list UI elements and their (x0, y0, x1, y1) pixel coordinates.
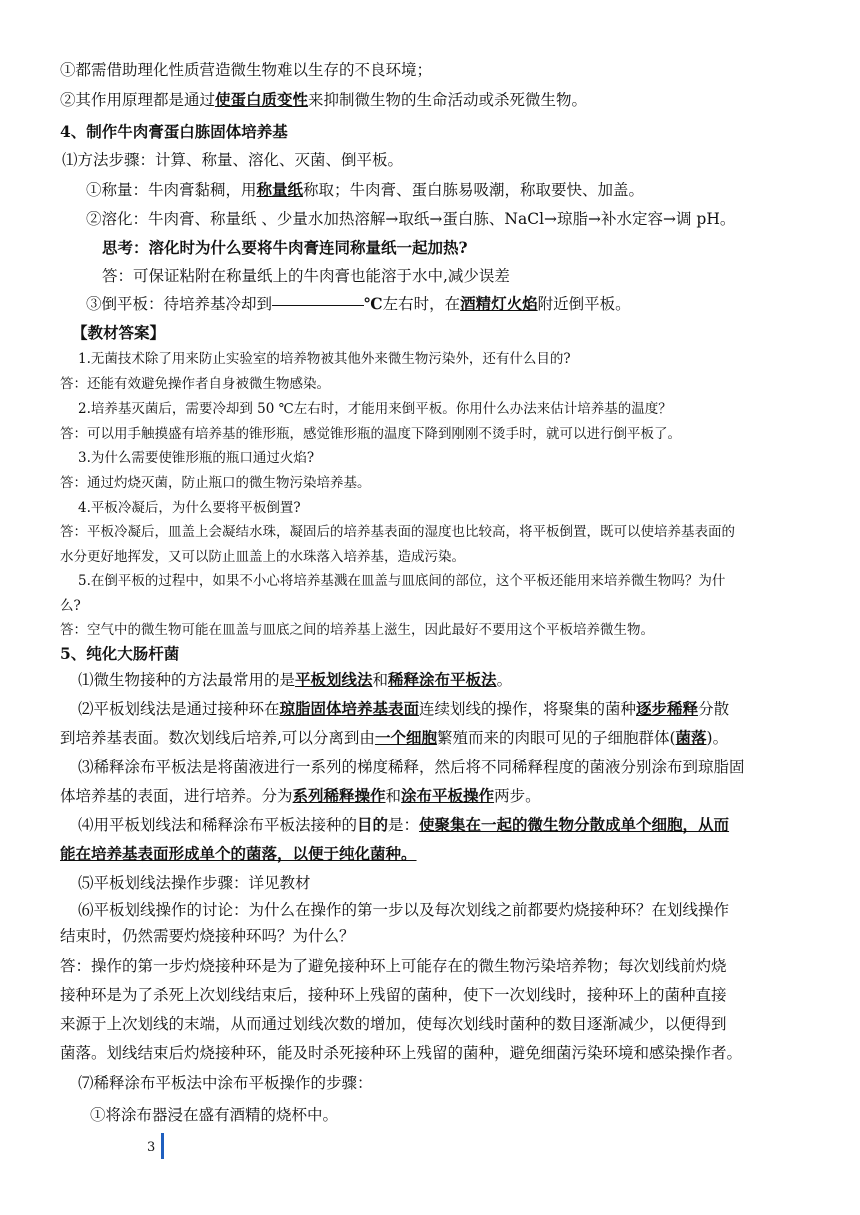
text-line (60, 726, 728, 748)
text-segment: ②其作用原理都是通过 (60, 91, 216, 109)
text-segment: 来源于上次划线的末端，从而通过划线次数的增加，使每次划线时菌种的数目逐渐减少，以便得到 (60, 1015, 727, 1033)
text-segment: 答：还能有效避免操作者自身被微生物感染。 (60, 376, 330, 392)
text-line (102, 264, 510, 286)
text-segment: 附近倒平板。 (537, 295, 631, 313)
text-segment: ⑶稀释涂布平板法是将菌液进行一系列的梯度稀释，然后将不同稀释程度的菌液分别涂布到琼脂固 (78, 758, 745, 776)
text-segment: 体培养基的表面，进行培养。分为 (60, 787, 293, 805)
text-segment: 连续划线的操作，将聚集的菌种 (419, 700, 637, 718)
text-segment: 么? (60, 598, 81, 614)
text-line (60, 642, 179, 664)
text-segment: ③倒平板：待培养基冷却到 (86, 295, 273, 313)
text-segment: ②溶化：牛肉膏、称量纸 、少量水加热溶解→取纸→蛋白胨、NaCl→琼脂→补水定容→调 pH。 (86, 210, 736, 228)
key-term: 酒精灯火焰 (460, 294, 538, 313)
text-segment: )。 (706, 729, 729, 747)
page-number: 3 (147, 1140, 156, 1155)
text-line (60, 471, 371, 491)
text-line (78, 813, 729, 835)
key-term: 系列稀释操作 (292, 786, 386, 805)
text-segment: 3.为什么需要使锥形瓶的瓶口通过火焰? (78, 450, 315, 466)
text-segment: 答：操作的第一步灼烧接种环是为了避免接种环上可能存在的微生物污染培养物；每次划线前灼烧 (60, 957, 727, 975)
text-line (60, 58, 432, 80)
text-segment: 2.培养基灭菌后，需要冷却到 50 ℃左右时，才能用来倒平板。你用什么办法来估计培养基的温度？ (78, 401, 672, 417)
text-segment: 4、制作牛肉膏蛋白胨固体培养基 (60, 122, 288, 141)
text-line (60, 983, 727, 1005)
text-segment: 4.平板冷凝后，为什么要将平板倒置? (78, 500, 301, 516)
text-segment: 5.在倒平板的过程中，如果不小心将培养基溅在皿盖与皿底间的部位，这个平板还能用来培养微生物吗？为什 (78, 573, 726, 589)
text-line (78, 755, 745, 777)
text-line (60, 120, 288, 142)
text-line (60, 422, 681, 442)
text-segment: 分散 (698, 700, 730, 718)
text-line (86, 207, 735, 229)
key-term: 能在培养基表面形成单个的菌落，以便于纯化菌种。 (60, 844, 417, 863)
text-line (90, 1103, 338, 1125)
key-term: 逐步稀释 (636, 699, 699, 718)
text-segment: ⑹平板划线操作的讨论：为什么在操作的第一步以及每次划线之前都要灼烧接种环？在划线操作 (78, 901, 730, 919)
text-segment: 5、纯化大肠杆菌 (60, 644, 180, 663)
text-line (60, 372, 330, 392)
text-line (78, 347, 571, 367)
key-term: 使聚集在一起的微生物分散成单个细胞，从而 (419, 815, 730, 834)
text-line (78, 496, 301, 516)
text-line (78, 446, 314, 466)
text-segment: ⑴微生物接种的方法最常用的是 (78, 671, 296, 689)
key-term: 涂布平板操作 (401, 786, 495, 805)
text-line (62, 148, 403, 170)
text-line (86, 178, 644, 200)
text-segment: ⑷用平板划线法和稀释涂布平板法接种的 (78, 816, 358, 834)
text-segment: ⑵平板划线法是通过接种环在 (78, 700, 280, 718)
text-segment: 水分更好地挥发，又可以防止皿盖上的水珠落入培养基，造成污染。 (60, 549, 465, 565)
text-segment: ①都需借助理化性质营造微生物难以生存的不良环境； (60, 61, 433, 79)
text-line (78, 569, 725, 589)
text-line (60, 88, 587, 110)
text-line (60, 520, 735, 540)
text-line (60, 954, 727, 976)
text-segment: 到培养基表面。数次划线后培养,可以分离到由 (60, 729, 375, 747)
key-term: 一个细胞 (374, 728, 437, 747)
page-number-divider (161, 1133, 164, 1159)
text-line (60, 924, 355, 946)
text-line (60, 594, 81, 614)
key-term: 平板划线法 (295, 670, 373, 689)
key-term: 琼脂固体培养基表面 (279, 699, 420, 718)
text-segment: ⑴方法步骤：计算、称量、溶化、灭菌、倒平板。 (62, 151, 404, 169)
text-line (60, 618, 654, 638)
text-line (78, 668, 512, 690)
text-segment: 答：平板冷凝后，皿盖上会凝结水珠，凝固后的培养基表面的湿度也比较高，将平板倒置，既可以使培养基表面的 (60, 524, 735, 540)
text-segment: 是： (388, 816, 420, 834)
text-segment: 答：通过灼烧灭菌，防止瓶口的微生物污染培养基。 (60, 475, 371, 491)
key-term: 稀释涂布平板法 (388, 670, 497, 689)
text-line (72, 321, 165, 343)
emphasis-text: ℃ (364, 294, 383, 313)
key-term: 使蛋白质变性 (215, 90, 309, 109)
text-segment: 和 (385, 787, 402, 805)
text-segment: 答：可保证粘附在称量纸上的牛肉膏也能溶于水中,减少误差 (102, 267, 510, 285)
text-segment: 繁殖而来的肉眼可见的子细胞群体( (436, 729, 676, 747)
text-line (60, 842, 417, 864)
text-line (86, 292, 631, 314)
emphasis-text: 目的 (357, 815, 389, 834)
text-segment: 来抑制微生物的生命活动或杀死微生物。 (308, 91, 588, 109)
key-term: 称量纸 (256, 180, 304, 199)
text-segment: ①称量：牛肉膏黏稠，用 (86, 181, 257, 199)
text-segment: 和 (372, 671, 389, 689)
text-segment: 1.无菌技术除了用来防止实验室的培养物被其他外来微生物污染外，还有什么目的? (78, 351, 571, 367)
text-line (78, 898, 729, 920)
text-segment: 思考：溶化时为什么要将牛肉膏连同称量纸一起加热? (102, 238, 468, 257)
text-line (60, 1012, 727, 1034)
text-segment: 答：空气中的微生物可能在皿盖与皿底之间的培养基上滋生，因此最好不要用这个平板培养微生物。 (60, 622, 654, 638)
text-segment: 答：可以用手触摸盛有培养基的锥形瓶，感觉锥形瓶的温度下降到刚刚不烫手时，就可以进行倒平板了。 (60, 426, 681, 442)
text-line (78, 397, 672, 417)
text-line (78, 697, 729, 719)
text-segment: ⑺稀释涂布平板法中涂布平板操作的步骤： (78, 1074, 373, 1092)
text-segment: 结束时，仍然需要灼烧接种环吗？为什么？ (60, 927, 355, 945)
key-term: 菌落 (675, 728, 707, 747)
fill-in-blank (272, 304, 364, 306)
text-line (78, 871, 311, 893)
text-line (102, 236, 468, 258)
text-segment: ①将涂布器浸在盛有酒精的烧杯中。 (90, 1106, 339, 1124)
text-line (60, 784, 541, 806)
text-line (78, 1071, 373, 1093)
text-line (60, 545, 465, 565)
text-segment: ⑸平板划线法操作步骤：详见教材 (78, 874, 311, 892)
text-segment: 【教材答案】 (72, 323, 166, 342)
text-segment: 。 (496, 671, 513, 689)
text-segment: 菌落。划线结束后灼烧接种环，能及时杀死接种环上残留的菌种，避免细菌污染环境和感染操作者。 (60, 1044, 743, 1062)
text-segment: 接种环是为了杀死上次划线结束后，接种环上残留的菌种，使下一次划线时，接种环上的菌种直接 (60, 986, 727, 1004)
text-line (60, 1041, 742, 1063)
text-segment: 称取；牛肉膏、蛋白胨易吸潮，称取要快、加盖。 (303, 181, 645, 199)
text-segment: 两步。 (494, 787, 541, 805)
text-segment: 左右时，在 (382, 295, 461, 313)
